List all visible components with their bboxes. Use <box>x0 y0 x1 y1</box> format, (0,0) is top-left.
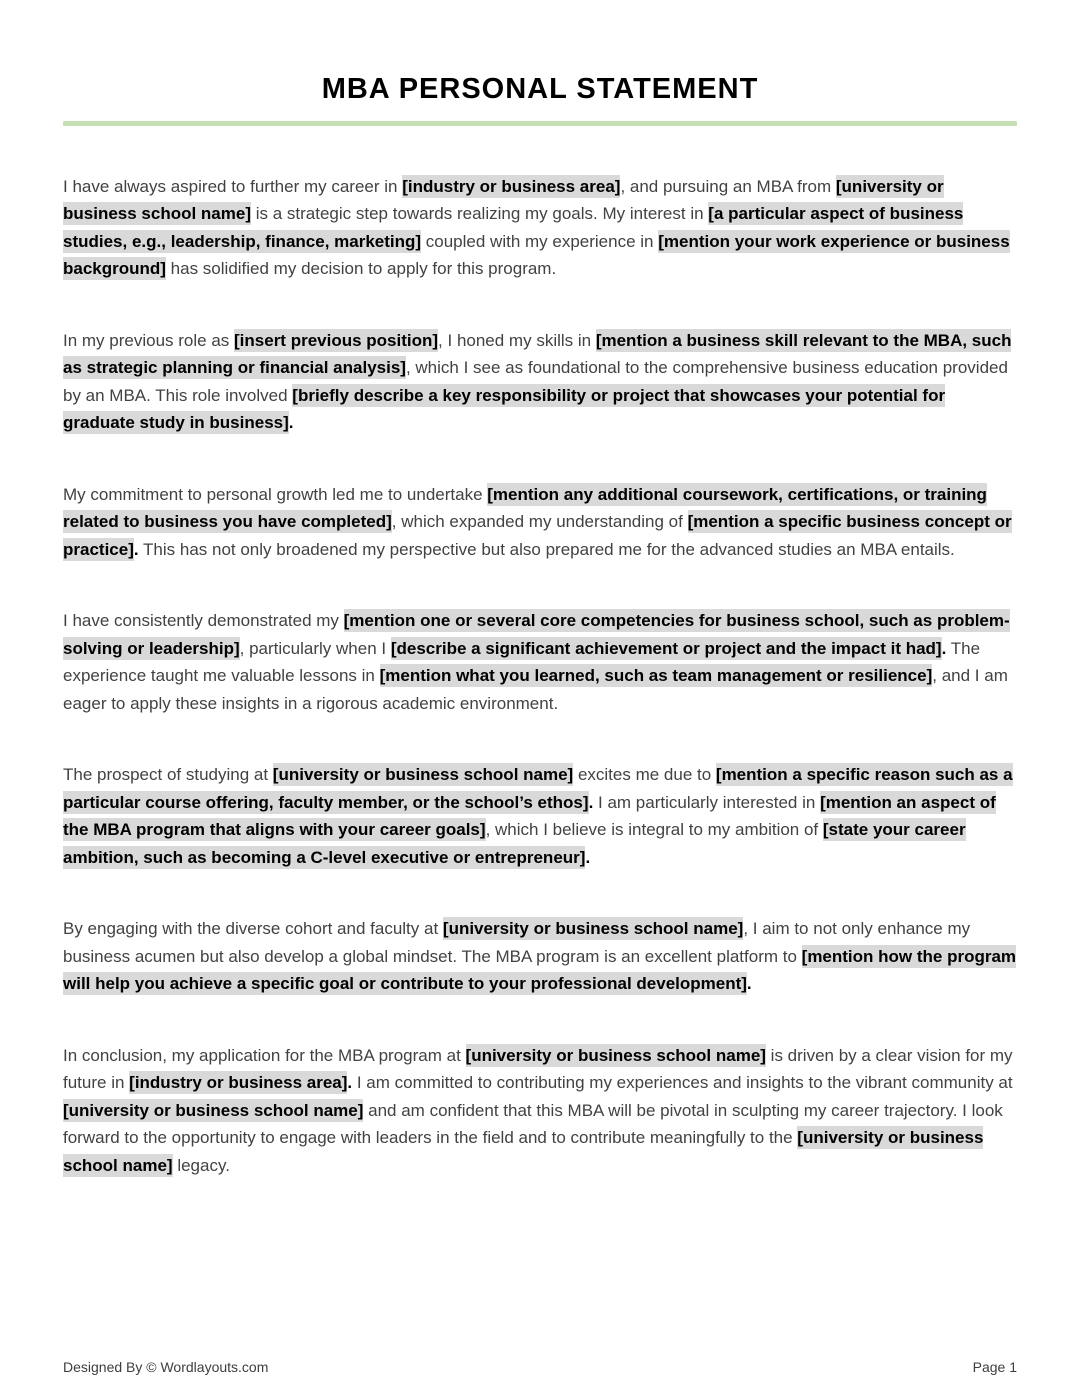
placeholder-run: [university or business school name] <box>465 1045 766 1065</box>
text-run: The experience taught me valuable lessons in <box>63 638 981 686</box>
placeholder-run: [mention any additional coursework, certifications, or training related to business you have completed] <box>63 484 987 532</box>
placeholder-run: [a particular aspect of business studies, e.g., leadership, finance, marketing] <box>63 204 964 251</box>
placeholder-run: [insert previous position] <box>234 330 439 350</box>
text-run: , particularly when I <box>239 638 391 658</box>
paragraph <box>63 173 1017 283</box>
bold-run: . <box>133 539 139 559</box>
text-run: , which I see as foundational to the comprehensive business education provided by an MBA. This role involved <box>63 358 1008 405</box>
placeholder-run: [briefly describe a key responsibility or project that showcases your potential for graduate study in business] <box>63 385 946 433</box>
text-run: has solidified my decision to apply for this program. <box>165 259 557 279</box>
placeholder-run: [mention a specific business concept or practice] <box>63 512 1012 559</box>
placeholder-run: [mention a specific reason such as a particular course offering, faculty member, or the school’s ethos] <box>63 765 1013 812</box>
text-run: is a strategic step towards realizing my goals. My interest in <box>251 204 709 224</box>
text-run: , which I believe is integral to my ambition of <box>485 820 823 840</box>
placeholder-run: [university or business school name] <box>63 176 944 224</box>
bold-run: . <box>588 792 594 812</box>
paragraph <box>63 1042 1017 1180</box>
placeholder-run: [mention a business skill relevant to the MBA, such as strategic planning or financial analysis] <box>63 330 1012 378</box>
paragraph <box>63 915 1017 998</box>
placeholder-run: [mention an aspect of the MBA program that aligns with your career goals] <box>63 792 996 840</box>
placeholder-run: [mention your work experience or business background] <box>63 231 1010 279</box>
placeholder-run: [university or business school name] <box>442 919 744 939</box>
page-title: MBA PERSONAL STATEMENT <box>321 73 759 105</box>
text-run: By engaging with the diverse cohort and faculty at <box>63 919 443 939</box>
paragraph <box>63 761 1017 871</box>
text-run: I have consistently demonstrated my <box>63 611 344 631</box>
placeholder-run: [mention how the program will help you achieve a specific goal or contribute to your professional development] <box>63 946 1017 994</box>
text-run: legacy. <box>172 1155 230 1175</box>
text-run: In conclusion, my application for the MBA program at <box>63 1045 466 1065</box>
bold-run: . <box>746 974 752 994</box>
text-run: I have always aspired to further my career in <box>63 176 403 196</box>
placeholder-run: [university or business school name] <box>272 765 574 785</box>
text-run: I am committed to contributing my experiences and insights to the vibrant community at <box>352 1073 1013 1093</box>
text-run: , which expanded my understanding of <box>391 512 688 532</box>
text-run: , I honed my skills in <box>438 330 596 350</box>
page-footer <box>63 1359 1017 1375</box>
text-run: In my previous role as <box>63 330 235 350</box>
text-run: This has not only broadened my perspective but also prepared me for the advanced studies an MBA entails. <box>138 539 955 559</box>
footer-page-number: Page 1 <box>972 1359 1017 1375</box>
placeholder-run: [state your career ambition, such as becoming a C-level executive or entrepreneur] <box>63 820 966 867</box>
placeholder-run: [university or business school name] <box>63 1100 364 1120</box>
bold-run: . <box>347 1073 353 1093</box>
bold-run: . <box>288 413 294 433</box>
text-run: , I aim to not only enhance my business acumen but also develop a global mindset. The MBA program is an excellent platform to <box>63 919 971 966</box>
placeholder-run: [mention one or several core competencies for business school, such as problem-solving or leadership] <box>63 611 1010 658</box>
text-run: coupled with my experience in <box>421 231 659 251</box>
text-run: My commitment to personal growth led me to undertake <box>63 484 488 504</box>
placeholder-run: [university or business school name] <box>63 1128 984 1175</box>
text-run: I am particularly interested in <box>593 792 821 812</box>
document-body <box>0 126 1080 1180</box>
text-run: The prospect of studying at <box>63 765 273 785</box>
footer-credit: Designed By © Wordlayouts.com <box>63 1359 269 1375</box>
text-run: , and I am eager to apply these insights in a rigorous academic environment. <box>63 666 1008 713</box>
placeholder-run: [mention what you learned, such as team management or resilience] <box>379 666 933 686</box>
bold-run: . <box>941 638 947 658</box>
paragraph <box>63 327 1017 437</box>
placeholder-run: [describe a significant achievement or project and the impact it had] <box>390 638 942 658</box>
placeholder-run: [industry or business area] <box>402 176 621 196</box>
text-run: , and pursuing an MBA from <box>620 176 836 196</box>
placeholder-run: [industry or business area] <box>129 1073 348 1093</box>
text-run: and am confident that this MBA will be pivotal in sculpting my career trajectory. I look forward to the opportunity to engage with leaders in the field and to contribute meaningfully to the <box>63 1100 1003 1148</box>
paragraph <box>63 481 1017 564</box>
bold-run: . <box>585 847 591 867</box>
text-run: is driven by a clear vision for my future in <box>63 1045 1013 1093</box>
text-run: excites me due to <box>573 765 716 785</box>
paragraph <box>63 607 1017 717</box>
